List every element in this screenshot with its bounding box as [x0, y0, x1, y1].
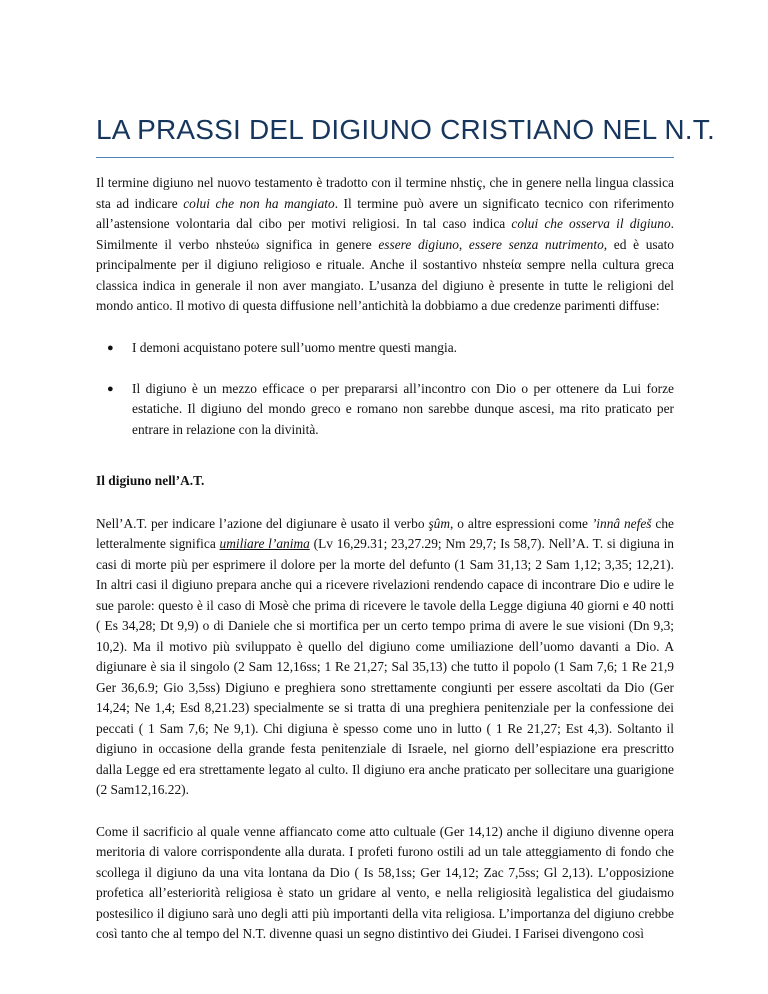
intro-italic-3: essere digiuno — [378, 236, 459, 252]
list-item-text: I demoni acquistano potere sull’uomo mentre questi mangia. — [132, 339, 458, 355]
intro-italic-2: colui che osserva il digiuno — [511, 216, 671, 231]
list-item — [96, 379, 674, 441]
list-item — [96, 338, 674, 359]
intro-italic-4: essere senza nutrimento — [468, 236, 604, 252]
intro-text-3: . Similmente il verbo nhsteύω significa in genere — [96, 216, 674, 252]
section-heading: Il digiuno nell’A.T. — [96, 473, 205, 488]
intro-text-1: Il termine digiuno nel nuovo testamento è tradotto con il termine nhstiç, che in genere nella lingua classica sta ad indicare — [96, 175, 674, 211]
p2-italic-underlined: umiliare l’anima — [219, 536, 310, 551]
intro-text-2: . Il termine può avere un significato tecnico con riferimento all’astensione volontaria dal cibo per motivi religiosi. In tal caso indica — [96, 195, 674, 231]
document-body — [96, 173, 674, 945]
p2-italic-a: şûm — [428, 515, 451, 531]
bullet-dot-icon: ● — [107, 341, 114, 354]
page-title: LA PRASSI DEL DIGIUNO CRISTIANO NEL N.T. — [96, 114, 715, 145]
p2-text-a: Nell’A.T. per indicare l’azione del digiunare è usato il verbo — [96, 515, 429, 531]
paragraph-prophets: Come il sacrificio al quale venne affiancato come atto cultuale (Ger 14,12) anche il digiuno divenne opera meritoria di valore corrispondente alla durata. I profeti furono ostili ad un tale atteggiamento di fondo che scollega il digiuno da una vita lontana da Dio ( Is 58,1ss; Ger 14,12; Zac 7,5ss; Gl 2,13). L’opposizione profetica all’esteriorità religiosa è stato un gridare al vento, e nella religiosità legalistica del giudaismo postesilico il digiuno sarà uno degli atti più importanti della vita religiosa. L’importanza del digiuno crebbe così tanto che al tempo del N.T. divenne quasi un segno distintivo dei Giudei. I Farisei divengono così — [96, 823, 674, 941]
bullet-list — [96, 338, 674, 441]
bullet-dot-icon: ● — [107, 382, 114, 395]
paragraph-at — [96, 514, 674, 801]
list-item-text: Il digiuno è un mezzo efficace o per prepararsi all’incontro con Dio o per ottenere da Lui forze estatiche. Il digiuno del mondo greco e romano non sarebbe dunque ascesi, ma rito praticato per entrare in relazione con la divinità. — [132, 380, 674, 437]
p2-italic-b: ’innâ nefeš — [591, 515, 652, 531]
title-underline-rule — [96, 157, 674, 158]
intro-separator: , — [458, 236, 469, 252]
intro-paragraph — [96, 173, 674, 317]
intro-italic-1: colui che non ha mangiato — [183, 195, 335, 211]
p2-text-d: (Lv 16,29.31; 23,27.29; Nm 29,7; Is 58,7). Nell’A. T. si digiuna in casi di morte più per esprimere il dolore per la morte del defunto (1 Sam 31,13; 2 Sam 1,12; 3,35; 12,21). In altri casi il digiuno prepara anche qui a ricevere rivelazioni rendendo capace di incontrare Dio e udire le sue parole: questo è il caso di Mosè che prima di ricevere le tavole della Legge digiuna 40 giorni e 40 notti ( Es 34,28; Dt 9,9) o di Daniele che si mortifica per un certo tempo prima di avere le sue visioni (Dn 9,3; 10,2). Ma il motivo più sviluppato è quello del digiuno come umiliazione dell’uomo davanti a Dio. A digiunare è sia il singolo (2 Sam 12,16ss; 1 Re 21,27; Sal 35,13) che tutto il popolo (1 Sam 7,6; 1 Re 21,9 Ger 36,6.9; Gio 3,5ss) Digiuno e preghiera sono strettamente congiunti per essere ascoltati da Dio (Ger 14,24; Ne 1,4; Esd 8,21.23) specialmente se si tratta di una preghiera penitenziale per la confessione dei peccati ( 1 Sam 7,6; Ne 9,1). Chi digiuna è spesso come uno in lutto ( 1 Re 21,27; Est 4,3). Soltanto il digiuno in occasione della grande festa penitenziale di Israele, nel giorno dell’espiazione era prescritto dalla Legge ed era strettamente legato al culto. Il digiuno era anche praticato per sollecitare una guarigione (2 Sam12,16.22). — [96, 536, 674, 797]
p2-text-c: che letteralmente significa — [96, 515, 674, 551]
p2-text-b: , o altre espressioni come — [450, 515, 592, 531]
intro-text-4: , ed è usato principalmente per il digiuno religioso e rituale. Anche il sostantivo nhsteία sempre nella cultura greca classica indica in generale il non aver mangiato. L’usanza del digiuno è presente in tutte le religioni del mondo antico. Il motivo di questa diffusione nell’antichità la dobbiamo a due credenze parimenti diffuse: — [96, 236, 674, 313]
